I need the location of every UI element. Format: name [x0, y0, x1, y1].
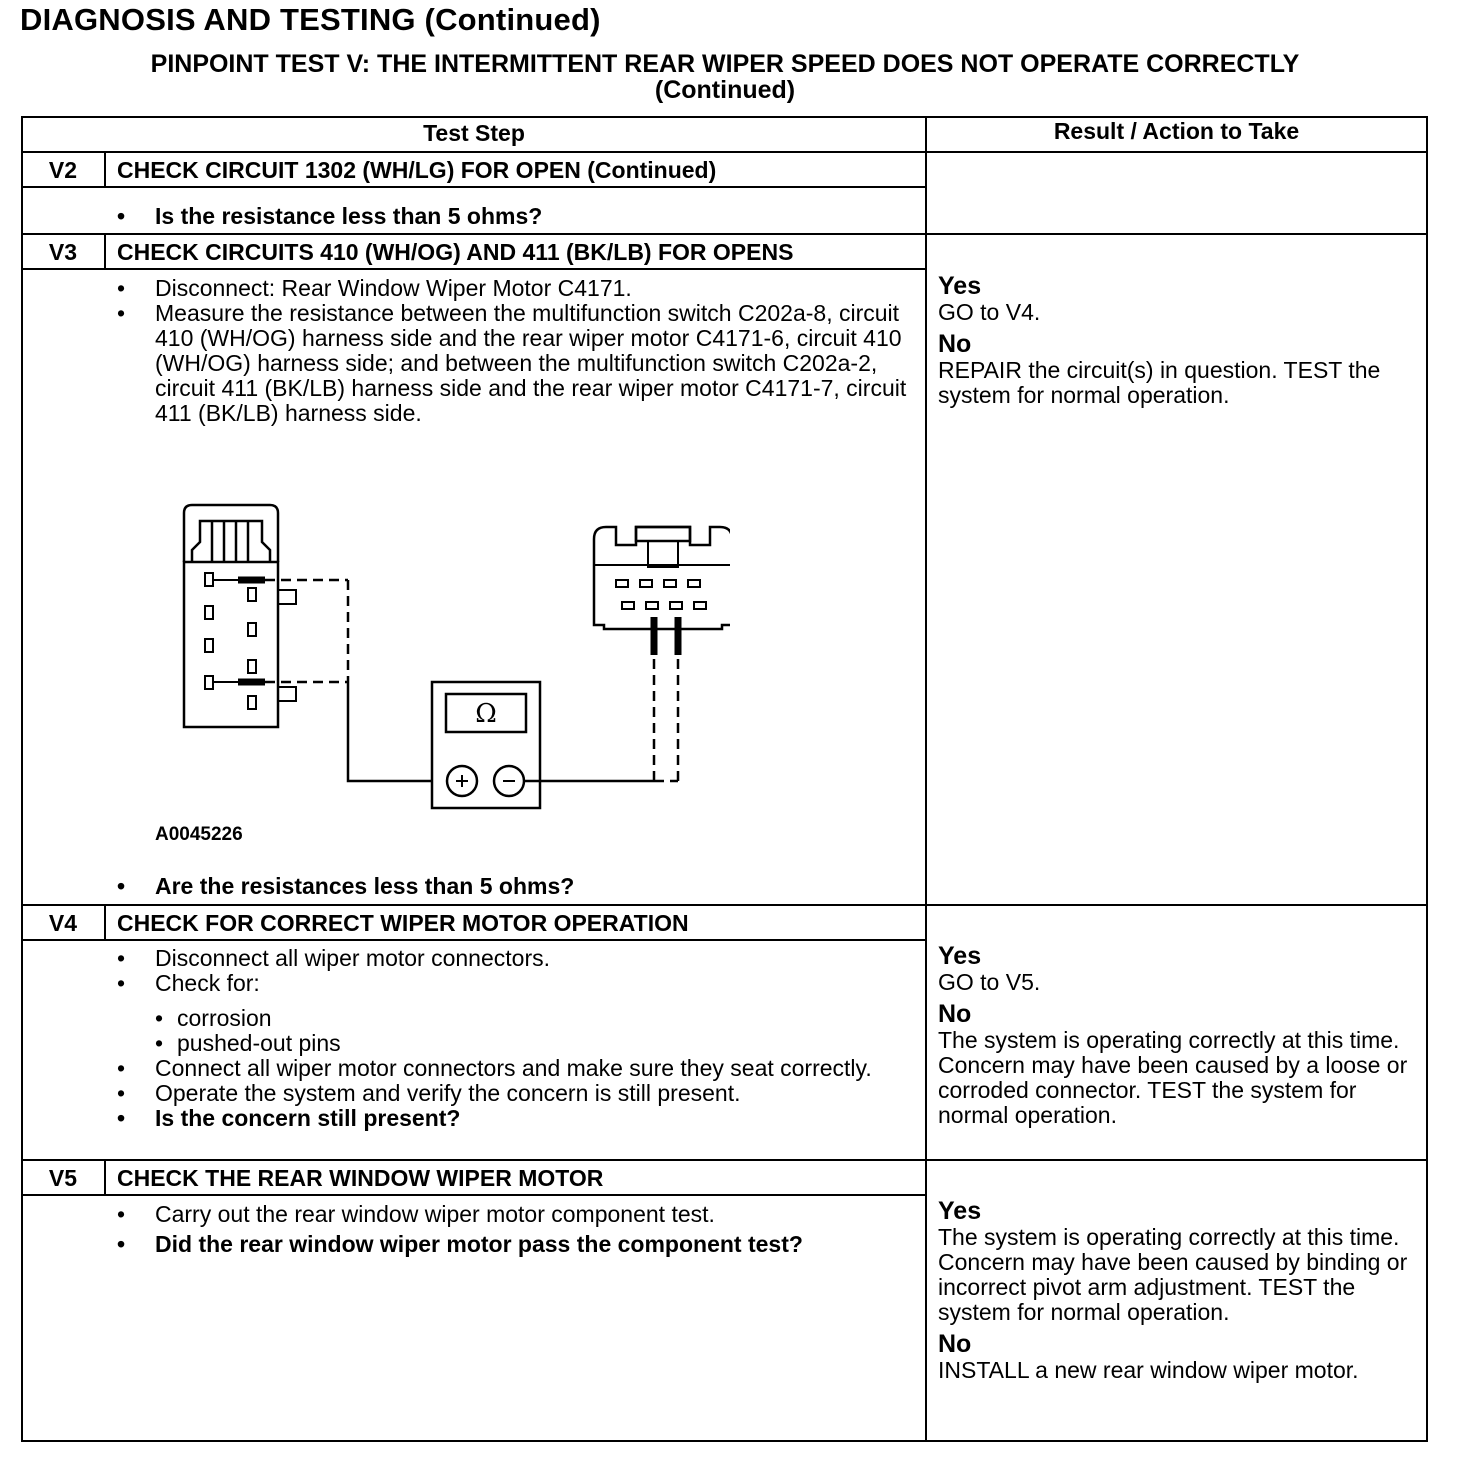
- pinpoint-title-line1: PINPOINT TEST V: THE INTERMITTENT REAR WIPER SPEED DOES NOT OPERATE CORRECTLY: [150, 50, 1300, 78]
- step-body-v5: [117, 1202, 907, 1257]
- list-item: • Measure the resistance between the multifunction switch C202a-8, circuit 410 (WH/OG) harness side and the rear wiper motor C4171-6, circuit 410 (WH/OG) harness side; and between the multifunction switch C202a-2, circuit 411 (BK/LB) harness side and the rear wiper motor C4171-7, circuit 411 (BK/LB) harness side.: [117, 301, 907, 426]
- yes-action-v3: GO to V4.: [938, 299, 1041, 325]
- result-v5: [938, 1197, 1418, 1388]
- step-id-v5: V5: [48, 1165, 78, 1191]
- list-item: • Operate the system and verify the concern is still present.: [117, 1081, 907, 1106]
- column-header-test-step: Test Step: [423, 120, 525, 146]
- list-item: • Carry out the rear window wiper motor component test.: [117, 1202, 907, 1227]
- step-question-v5: • Did the rear window wiper motor pass the component test?: [117, 1232, 907, 1257]
- yes-label-v5: Yes: [938, 1197, 982, 1225]
- ohm-symbol: Ω: [475, 699, 497, 729]
- list-item: • Connect all wiper motor connectors and make sure they seat correctly.: [117, 1056, 907, 1081]
- step-id-v2: V2: [48, 157, 78, 183]
- yes-action-v5: The system is operating correctly at this time. Concern may have been caused by binding or incorrect pivot arm adjustment. TEST the system for normal operation.: [938, 1224, 1408, 1325]
- sub-list-item: • pushed-out pins: [155, 1030, 341, 1056]
- step-title-v5: CHECK THE REAR WINDOW WIPER MOTOR: [117, 1165, 604, 1191]
- no-label-v3: No: [938, 330, 972, 358]
- yes-label-v4: Yes: [938, 942, 982, 970]
- step-id-v4: V4: [48, 910, 78, 936]
- list-item: • Check for:: [117, 971, 907, 996]
- step-question-v3: • Are the resistances less than 5 ohms?: [117, 874, 907, 899]
- rear-wiper-motor-connector: [594, 527, 730, 629]
- page-title: DIAGNOSIS AND TESTING (Continued): [20, 2, 601, 37]
- multifunction-switch-connector: [184, 505, 296, 727]
- resistance-measurement-diagram: [170, 495, 730, 820]
- no-action-v3: REPAIR the circuit(s) in question. TEST the system for normal operation.: [938, 357, 1381, 408]
- step-question-v4: • Is the concern still present?: [117, 1106, 907, 1131]
- step-title-v4: CHECK FOR CORRECT WIPER MOTOR OPERATION: [117, 910, 689, 936]
- list-item: • Disconnect: Rear Window Wiper Motor C4171.: [117, 276, 907, 301]
- step-id-v3: V3: [48, 239, 78, 265]
- no-label-v5: No: [938, 1330, 972, 1358]
- yes-action-v4: GO to V5.: [938, 969, 1041, 995]
- no-label-v4: No: [938, 1000, 972, 1028]
- step-body-v2: [117, 204, 907, 229]
- result-v3: [938, 272, 1418, 413]
- column-header-result: Result / Action to Take: [1053, 118, 1300, 144]
- step-title-v3: CHECK CIRCUITS 410 (WH/OG) AND 411 (BK/LB) FOR OPENS: [117, 239, 794, 265]
- pinpoint-title-line2: (Continued): [654, 76, 796, 104]
- step-body-v4: [117, 946, 907, 1131]
- list-item: • Disconnect all wiper motor connectors.: [117, 946, 907, 971]
- yes-label-v3: Yes: [938, 272, 982, 300]
- step-title-v2: CHECK CIRCUIT 1302 (WH/LG) FOR OPEN (Continued): [117, 157, 717, 183]
- no-action-v4: The system is operating correctly at this time. Concern may have been caused by a loose or corroded connector. TEST the system for normal operation.: [938, 1027, 1408, 1128]
- step-question-block-v3: [117, 874, 907, 899]
- step-body-v3: [117, 276, 907, 426]
- step-question-v2: • Is the resistance less than 5 ohms?: [117, 204, 907, 229]
- no-action-v5: INSTALL a new rear window wiper motor.: [938, 1357, 1359, 1383]
- sub-list-item: • corrosion: [155, 1005, 272, 1031]
- figure-caption: A0045226: [155, 824, 243, 845]
- result-v4: [938, 942, 1418, 1133]
